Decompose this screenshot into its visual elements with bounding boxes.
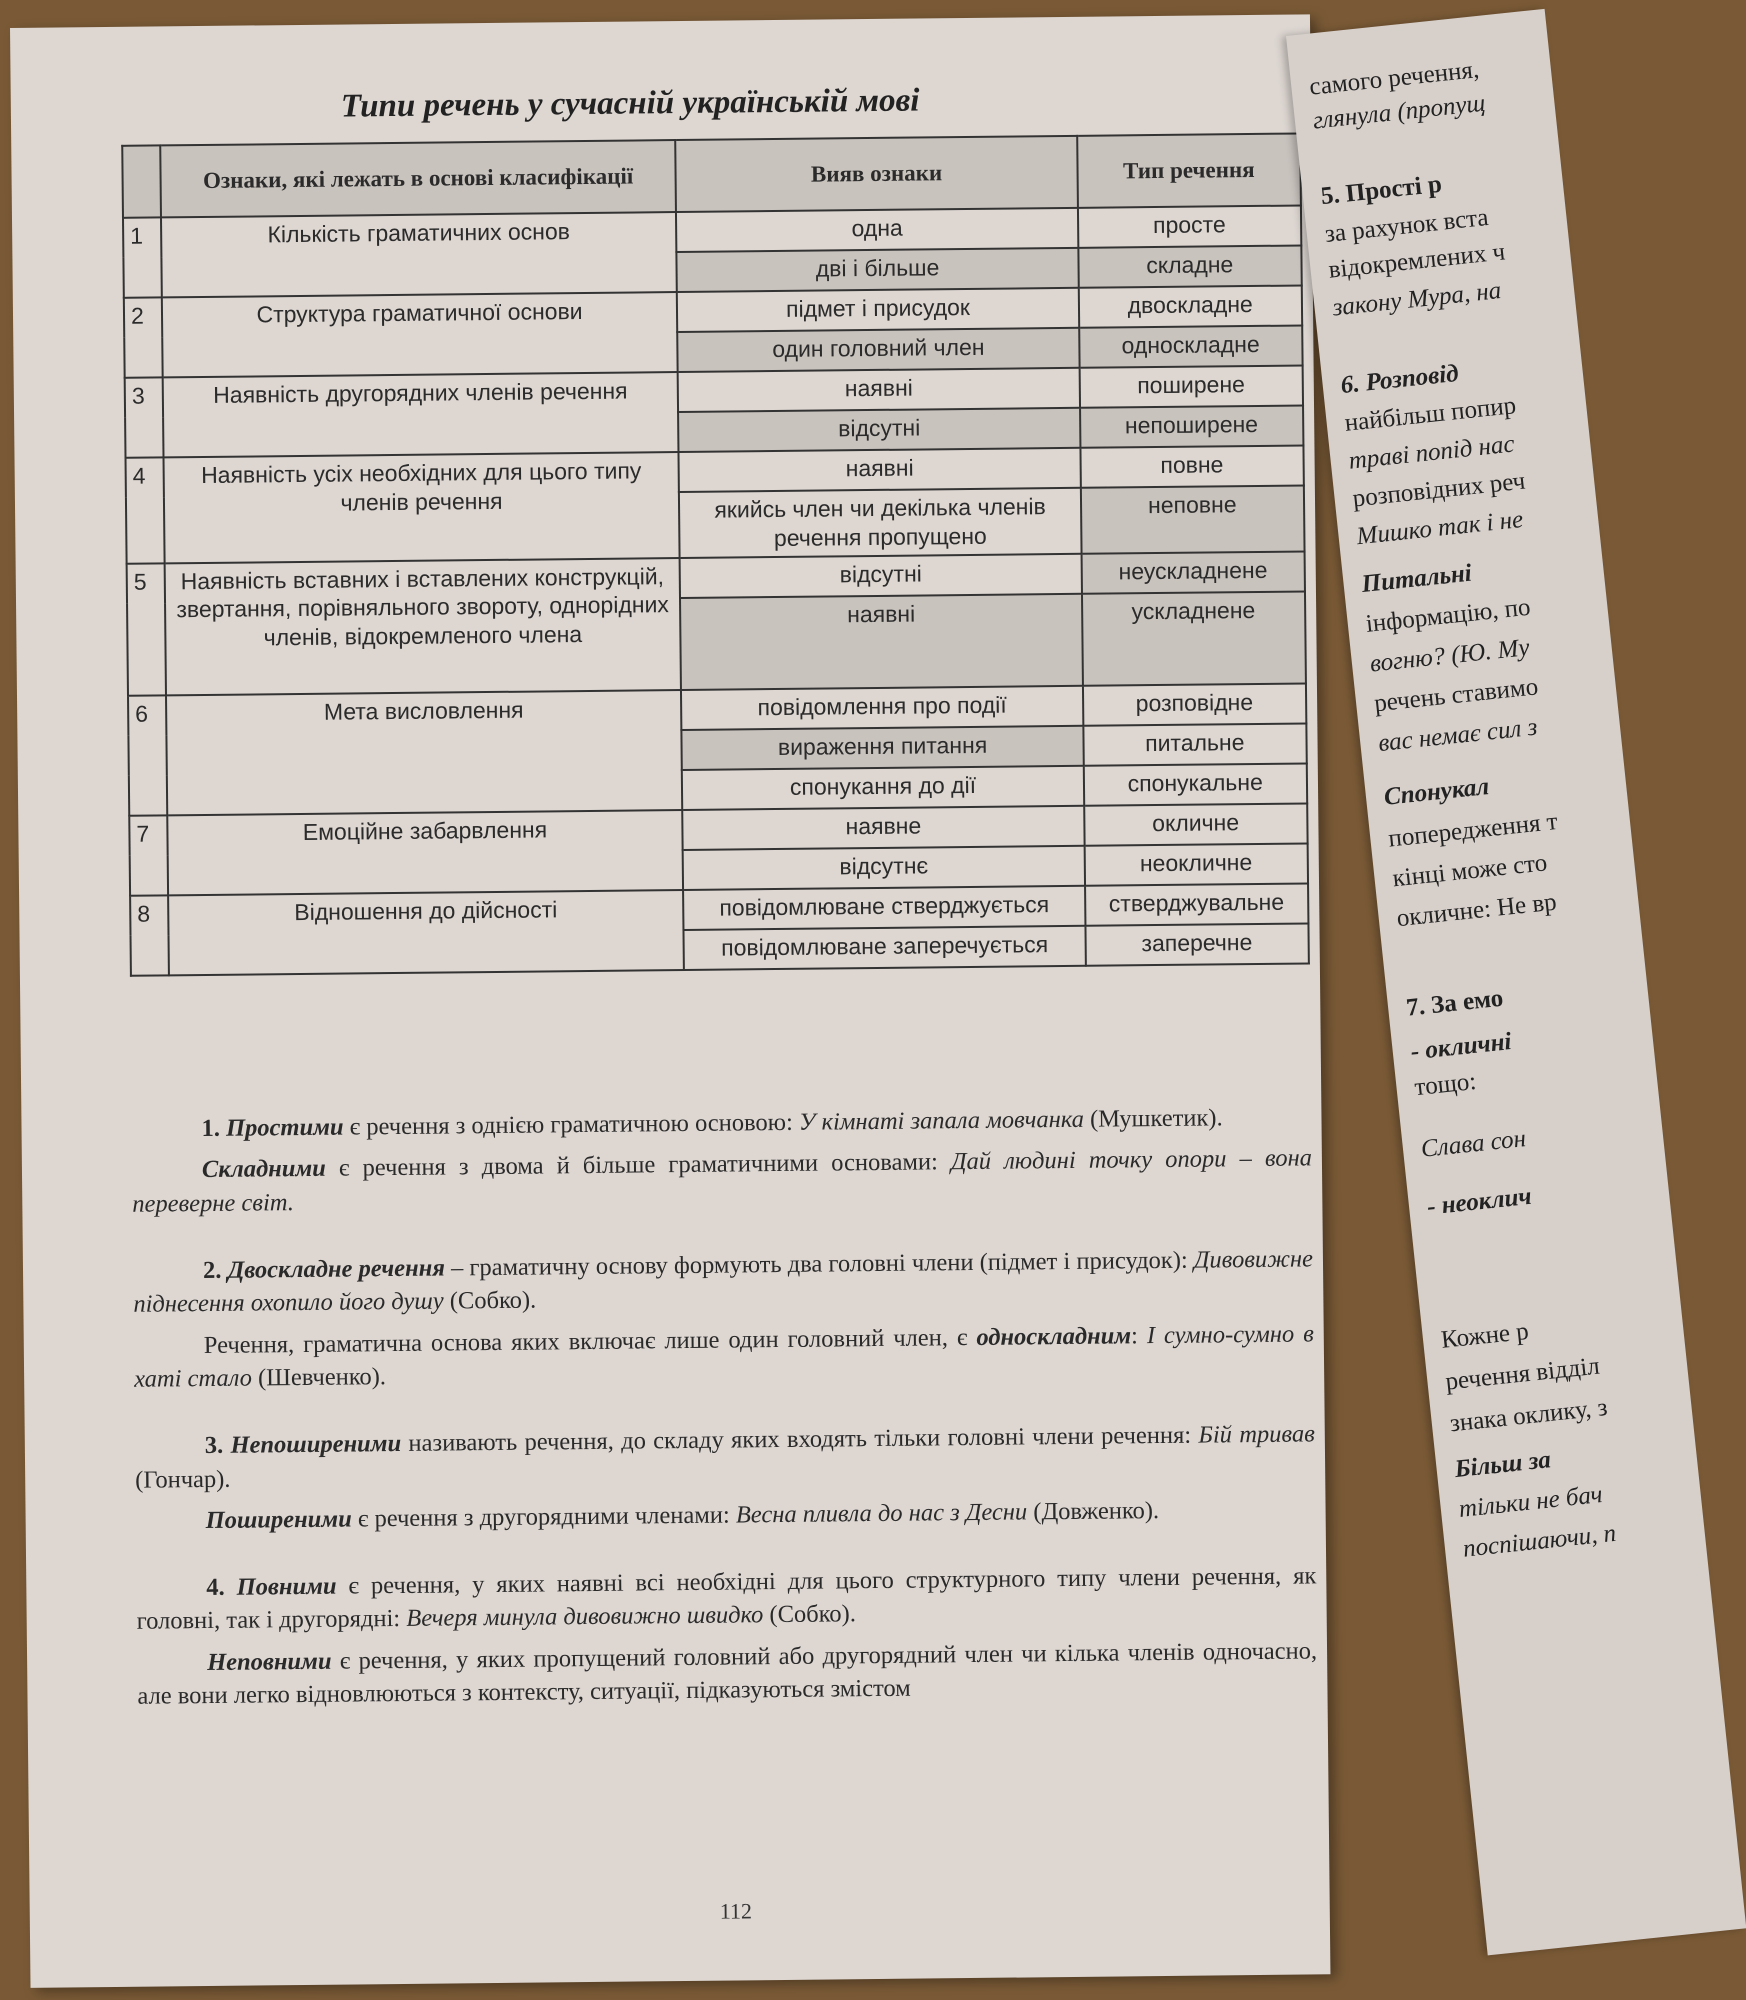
- row-type: питальне: [1083, 723, 1307, 765]
- row-feature: Наявність усіх необхідних для цього типу членів речення: [163, 452, 680, 563]
- paragraph-two-part: 2. Двоскладне речення – граматичну основу формують два головні члени (підмет і присудок): Дивовижне піднесення охопило його душу (Собко).: [133, 1245, 1314, 1319]
- row-type: поширене: [1079, 365, 1303, 407]
- row-value: наявні: [679, 448, 1080, 492]
- header-num: [122, 145, 160, 217]
- row-num: 8: [130, 895, 168, 975]
- right-line: 5. Прості р: [1319, 170, 1444, 211]
- right-line: за рахунок вста: [1323, 203, 1490, 248]
- row-type: окличне: [1084, 803, 1308, 845]
- row-feature: Емоційне забарвлення: [167, 809, 684, 894]
- right-line: 6. Розповід: [1339, 359, 1460, 400]
- row-num: 1: [123, 217, 161, 297]
- right-line: самого речення,: [1308, 56, 1481, 101]
- right-line: - окличні: [1409, 1028, 1513, 1066]
- row-value: дві і більше: [677, 248, 1078, 292]
- row-value: наявні: [680, 593, 1082, 689]
- row-type: неокличне: [1084, 843, 1308, 885]
- paragraph-complete: 4. Повними є речення, у яких наявні всі необхідні для цього структурного типу члени речення, як головні, так і другорядні: Вечеря минула дивовижно швидко (Собко).: [136, 1562, 1317, 1636]
- row-value: повідомлюване стверджується: [684, 885, 1085, 929]
- right-line: Слава сон: [1419, 1125, 1528, 1163]
- right-line: знака оклику, з: [1448, 1394, 1609, 1438]
- row-type: заперечне: [1085, 923, 1309, 965]
- right-line: тощо:: [1413, 1067, 1478, 1102]
- row-value: повідомлюване заперечується: [684, 925, 1085, 969]
- row-feature: Структура граматичної основи: [161, 292, 678, 377]
- right-line: - неоклич: [1425, 1182, 1533, 1221]
- row-value: якийсь член чи декілька членів речення пропущено: [679, 488, 1081, 558]
- right-line: Кожне р: [1439, 1317, 1530, 1354]
- right-line: Мишко так і не: [1355, 505, 1525, 551]
- right-line: траві попід нас: [1347, 430, 1516, 475]
- row-type: повне: [1080, 445, 1304, 487]
- right-line: вас немає сил з: [1377, 713, 1539, 758]
- right-line: розповідних реч: [1351, 467, 1527, 513]
- paragraph-extended: Поширеними є речення з другорядними членами: Весна пливла до нас з Десни (Довженко).: [205, 1496, 1160, 1534]
- right-line: поспішаючи, п: [1461, 1519, 1618, 1563]
- right-line: 7. За емо: [1404, 984, 1505, 1022]
- right-line: Питальні: [1360, 559, 1473, 599]
- row-feature: Наявність вставних і вставлених конструкцій, звертання, порівняльного звороту, однорідних членів, відокремленого члена: [164, 558, 681, 695]
- right-line: тільки не бач: [1457, 1480, 1604, 1523]
- page-number: 112: [719, 1898, 753, 1924]
- right-line: закону Мура, на: [1331, 276, 1503, 322]
- right-line: найбільш попир: [1343, 392, 1518, 437]
- body-text: [131, 1100, 1317, 1721]
- paragraph-incomplete: Неповними є речення, у яких пропущений головний або другорядний член чи кілька членів одночасно, але вони легко відновлюються з контексту, ситуації, підказуються змістом: [137, 1637, 1318, 1710]
- right-line: попередження т: [1387, 808, 1559, 853]
- right-line: глянула (пропущ: [1311, 89, 1487, 135]
- row-feature: Відношення до дійсності: [168, 889, 685, 974]
- page-title: Типи речень у сучасній українській мові: [340, 82, 920, 125]
- right-line: окличне: Не вр: [1395, 888, 1558, 933]
- row-value: повідомлення про події: [681, 685, 1082, 729]
- row-value: наявне: [683, 805, 1084, 849]
- right-line: інформацію, по: [1364, 593, 1532, 638]
- paragraph-unextended: 3. Непоширеними називають речення, до складу яких входять тільки головні члени речення: Бій тривав (Гончар).: [135, 1420, 1315, 1494]
- row-value: наявні: [678, 368, 1079, 412]
- header-value: Вияв ознаки: [676, 136, 1078, 212]
- row-num: 2: [124, 297, 162, 377]
- right-line: Спонукал: [1382, 772, 1491, 811]
- row-value: вираження питання: [682, 725, 1083, 769]
- right-line: відокремлених ч: [1327, 238, 1507, 284]
- right-line: кінці може сто: [1391, 849, 1549, 893]
- row-type: складне: [1078, 245, 1302, 287]
- row-feature: Мета висловлення: [166, 690, 683, 815]
- row-type: неповне: [1080, 485, 1304, 553]
- row-value: одна: [676, 208, 1077, 252]
- row-type: розповідне: [1082, 683, 1306, 725]
- row-feature: Наявність другорядних членів речення: [162, 372, 679, 457]
- header-feature: Ознаки, які лежать в основі класифікації: [160, 140, 677, 217]
- row-value: відсутні: [679, 408, 1080, 452]
- row-value: відсутні: [680, 553, 1081, 597]
- row-num: 7: [129, 815, 167, 895]
- right-page: [1286, 9, 1746, 1956]
- row-type: ускладнене: [1081, 591, 1305, 685]
- right-line: вогню? (Ю. Му: [1368, 633, 1531, 678]
- header-type: Тип речення: [1077, 133, 1301, 207]
- row-type: стверджувальне: [1085, 883, 1309, 925]
- row-type: двоскладне: [1078, 285, 1302, 327]
- paragraph-simple: 1. Простими є речення з однією граматичною основою: У кімнаті запала мовчанка (Мушкетик).: [201, 1104, 1223, 1143]
- row-num: 6: [128, 695, 167, 815]
- right-line: речень ставимо: [1372, 673, 1540, 718]
- row-type: просте: [1077, 205, 1301, 247]
- row-type: односкладне: [1079, 325, 1303, 367]
- row-num: 3: [125, 377, 163, 457]
- right-line: Більш за: [1453, 1446, 1553, 1484]
- row-value: один головний член: [678, 328, 1079, 372]
- paragraph-one-part: Речення, граматична основа яких включає лише один головний член, є односкладним: І сумно-сумно в хаті стало (Шевченко).: [134, 1319, 1314, 1393]
- row-feature: Кількість граматичних основ: [161, 212, 678, 297]
- row-value: відсутнє: [683, 845, 1084, 889]
- row-num: 5: [127, 563, 166, 695]
- right-line: речення відділ: [1444, 1352, 1601, 1396]
- left-page: [10, 14, 1330, 1988]
- sentence-types-table: [121, 132, 1310, 976]
- paragraph-complex: Складними є речення з двома й більше граматичними основами: Дай людині точку опори – вона переверне світ.: [132, 1144, 1313, 1218]
- row-type: спонукальне: [1083, 763, 1307, 805]
- row-type: непоширене: [1080, 405, 1304, 447]
- row-value: спонукання до дії: [682, 765, 1083, 809]
- row-value: підмет і присудок: [677, 288, 1078, 332]
- row-type: неускладнене: [1081, 551, 1305, 593]
- row-num: 4: [126, 457, 165, 563]
